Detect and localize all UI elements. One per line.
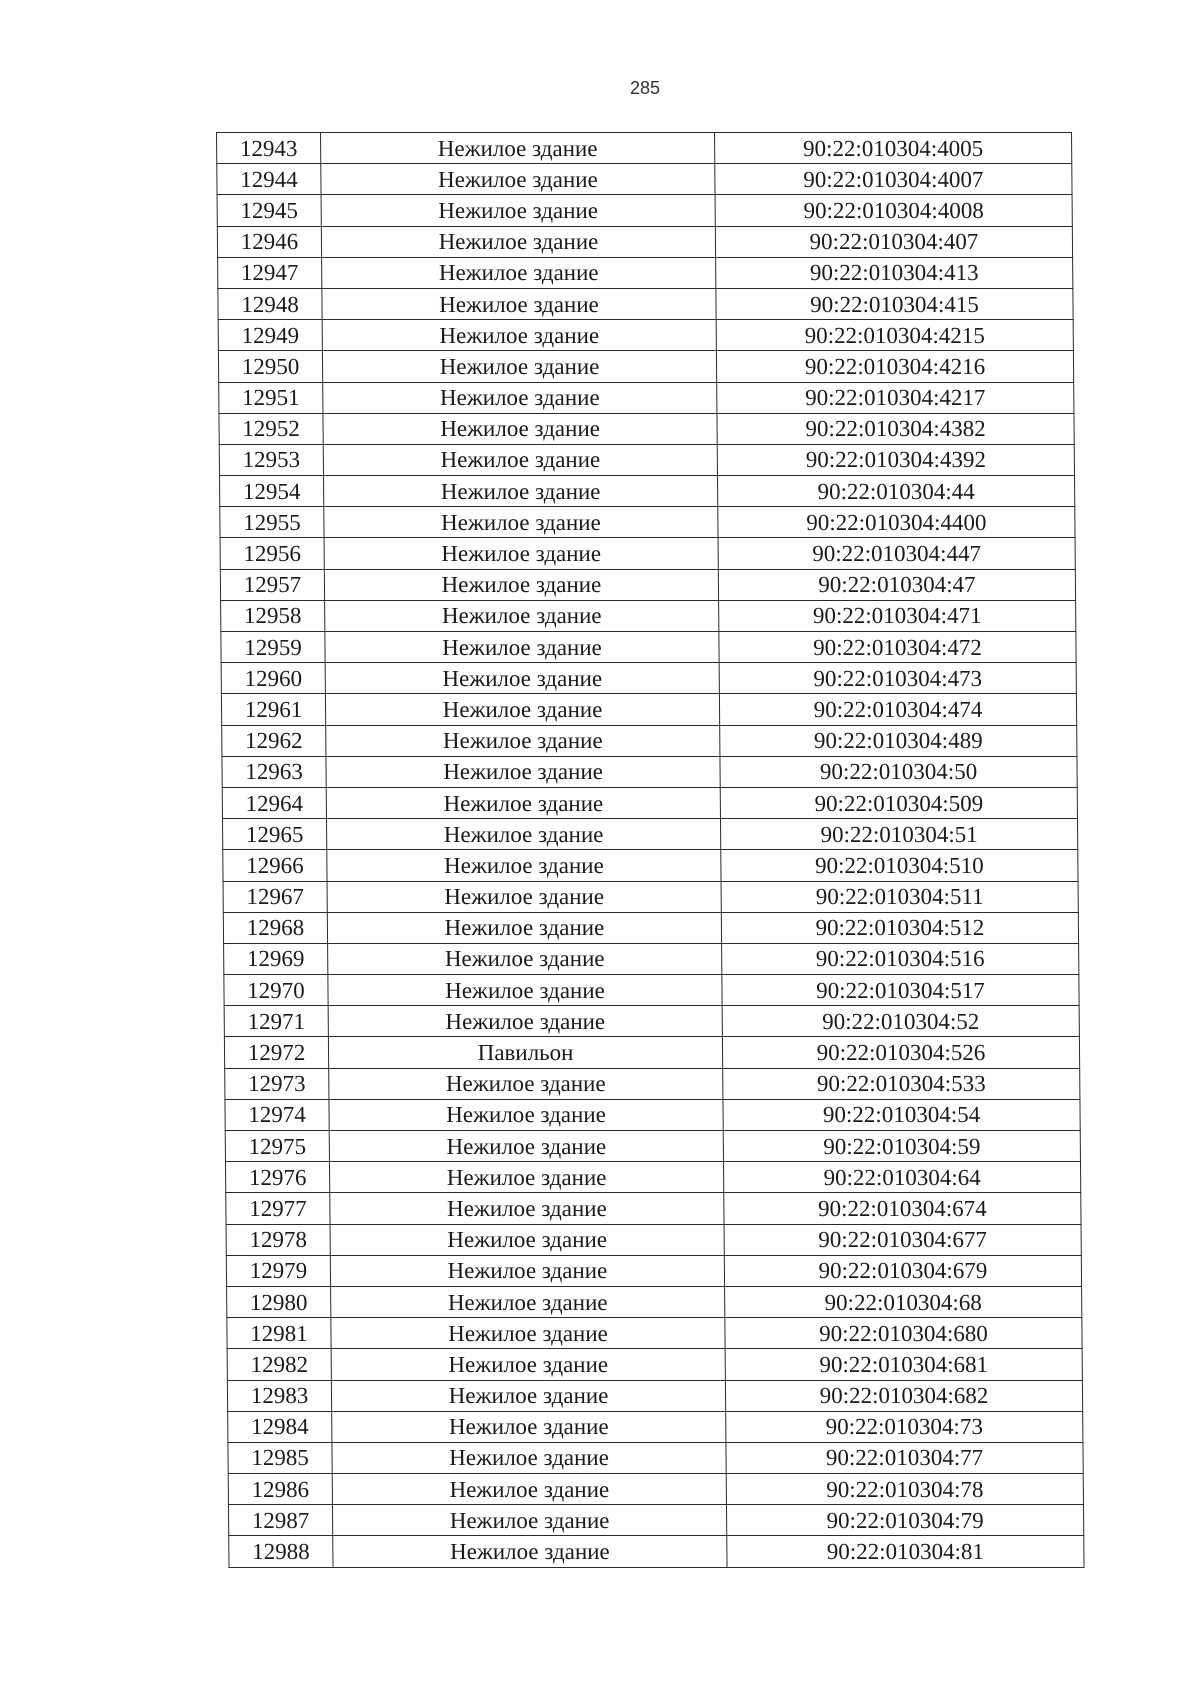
object-name-cell: Нежилое здание xyxy=(330,1193,724,1224)
cadastral-number-cell: 90:22:010304:512 xyxy=(721,912,1078,943)
table-row xyxy=(221,632,1076,663)
cadastral-number-cell: 90:22:010304:64 xyxy=(723,1162,1080,1193)
row-number-cell: 12962 xyxy=(222,725,326,756)
object-name-cell: Нежилое здание xyxy=(331,1318,725,1349)
cadastral-number-cell: 90:22:010304:509 xyxy=(720,787,1077,818)
cadastral-number-cell: 90:22:010304:510 xyxy=(721,850,1078,881)
row-number-cell: 12956 xyxy=(220,538,324,569)
object-name-cell: Нежилое здание xyxy=(332,1442,726,1473)
row-number-cell: 12963 xyxy=(222,756,326,787)
object-name-cell: Нежилое здание xyxy=(332,1411,726,1442)
registry-table-body xyxy=(217,133,1085,1568)
row-number-cell: 12974 xyxy=(225,1099,329,1130)
table-row xyxy=(228,1505,1083,1536)
cadastral-number-cell: 90:22:010304:50 xyxy=(720,756,1077,787)
object-name-cell: Нежилое здание xyxy=(330,1255,724,1286)
table-row xyxy=(219,444,1074,475)
object-name-cell: Нежилое здание xyxy=(327,850,721,881)
table-row xyxy=(224,1037,1079,1068)
table-row xyxy=(217,164,1072,195)
cadastral-number-cell: 90:22:010304:73 xyxy=(726,1411,1083,1442)
object-name-cell: Нежилое здание xyxy=(321,133,715,164)
row-number-cell: 12976 xyxy=(225,1162,329,1193)
object-name-cell: Нежилое здание xyxy=(332,1505,726,1536)
page-number: 285 xyxy=(629,78,661,98)
object-name-cell: Нежилое здание xyxy=(321,226,715,257)
row-number-cell: 12981 xyxy=(227,1318,331,1349)
row-number-cell: 12978 xyxy=(226,1224,330,1255)
table-row xyxy=(222,756,1077,787)
cadastral-number-cell: 90:22:010304:77 xyxy=(726,1442,1083,1473)
cadastral-number-cell: 90:22:010304:511 xyxy=(721,881,1078,912)
row-number-cell: 12954 xyxy=(219,476,323,507)
object-name-cell: Нежилое здание xyxy=(327,912,721,943)
table-row xyxy=(222,787,1077,818)
table-row xyxy=(221,600,1076,631)
table-row xyxy=(219,413,1074,444)
cadastral-number-cell: 90:22:010304:677 xyxy=(724,1224,1081,1255)
object-name-cell: Нежилое здание xyxy=(322,351,716,382)
row-number-cell: 12966 xyxy=(223,850,327,881)
object-name-cell: Нежилое здание xyxy=(329,1131,723,1162)
cadastral-number-cell: 90:22:010304:4392 xyxy=(717,444,1074,475)
table-row xyxy=(227,1349,1082,1380)
object-name-cell: Нежилое здание xyxy=(323,413,717,444)
row-number-cell: 12965 xyxy=(222,819,326,850)
row-number-cell: 12968 xyxy=(223,912,327,943)
cadastral-number-cell: 90:22:010304:407 xyxy=(715,226,1072,257)
object-name-cell: Нежилое здание xyxy=(331,1349,725,1380)
row-number-cell: 12958 xyxy=(221,600,325,631)
cadastral-number-cell: 90:22:010304:51 xyxy=(720,819,1077,850)
cadastral-number-cell: 90:22:010304:447 xyxy=(718,538,1075,569)
row-number-cell: 12959 xyxy=(221,632,325,663)
table-row xyxy=(218,257,1073,288)
cadastral-number-cell: 90:22:010304:47 xyxy=(718,569,1075,600)
object-name-cell: Нежилое здание xyxy=(328,1006,722,1037)
object-name-cell: Нежилое здание xyxy=(321,164,715,195)
row-number-cell: 12952 xyxy=(219,413,323,444)
table-row xyxy=(224,1006,1079,1037)
cadastral-number-cell: 90:22:010304:4217 xyxy=(717,382,1074,413)
object-name-cell: Нежилое здание xyxy=(327,881,721,912)
object-name-cell: Нежилое здание xyxy=(330,1224,724,1255)
object-name-cell: Нежилое здание xyxy=(326,725,720,756)
object-name-cell: Нежилое здание xyxy=(328,975,722,1006)
row-number-cell: 12953 xyxy=(219,444,323,475)
table-row xyxy=(218,288,1073,319)
table-row xyxy=(227,1318,1082,1349)
object-name-cell: Нежилое здание xyxy=(326,819,720,850)
cadastral-number-cell: 90:22:010304:679 xyxy=(724,1255,1081,1286)
cadastral-number-cell: 90:22:010304:474 xyxy=(719,694,1076,725)
object-name-cell: Нежилое здание xyxy=(322,288,716,319)
table-row xyxy=(227,1380,1082,1411)
cadastral-number-cell: 90:22:010304:4005 xyxy=(715,133,1072,164)
table-row xyxy=(229,1536,1084,1567)
cadastral-number-cell: 90:22:010304:4400 xyxy=(718,507,1075,538)
row-number-cell: 12983 xyxy=(227,1380,331,1411)
cadastral-number-cell: 90:22:010304:4215 xyxy=(716,320,1073,351)
table-row xyxy=(223,912,1078,943)
object-name-cell: Нежилое здание xyxy=(325,663,719,694)
cadastral-number-cell: 90:22:010304:526 xyxy=(722,1037,1079,1068)
table-row xyxy=(221,663,1076,694)
row-number-cell: 12984 xyxy=(228,1411,332,1442)
table-row xyxy=(226,1224,1081,1255)
table-row xyxy=(217,195,1072,226)
table-row xyxy=(225,1131,1080,1162)
table-row xyxy=(219,382,1074,413)
row-number-cell: 12957 xyxy=(220,569,324,600)
row-number-cell: 12960 xyxy=(221,663,325,694)
cadastral-number-cell: 90:22:010304:4008 xyxy=(715,195,1072,226)
object-name-cell: Нежилое здание xyxy=(325,600,719,631)
row-number-cell: 12944 xyxy=(217,164,321,195)
row-number-cell: 12969 xyxy=(224,943,328,974)
table-row xyxy=(223,850,1078,881)
table-row xyxy=(219,476,1074,507)
row-number-cell: 12982 xyxy=(227,1349,331,1380)
row-number-cell: 12950 xyxy=(218,351,322,382)
cadastral-number-cell: 90:22:010304:54 xyxy=(723,1099,1080,1130)
table-row xyxy=(217,226,1072,257)
cadastral-number-cell: 90:22:010304:472 xyxy=(719,632,1076,663)
object-name-cell: Нежилое здание xyxy=(328,943,722,974)
row-number-cell: 12946 xyxy=(217,226,321,257)
row-number-cell: 12977 xyxy=(226,1193,330,1224)
cadastral-number-cell: 90:22:010304:81 xyxy=(727,1536,1084,1567)
cadastral-number-cell: 90:22:010304:52 xyxy=(722,1006,1079,1037)
object-name-cell: Нежилое здание xyxy=(329,1099,723,1130)
row-number-cell: 12975 xyxy=(225,1131,329,1162)
table-row xyxy=(224,943,1079,974)
row-number-cell: 12948 xyxy=(218,288,322,319)
cadastral-number-cell: 90:22:010304:681 xyxy=(725,1349,1082,1380)
object-name-cell: Нежилое здание xyxy=(325,694,719,725)
object-name-cell: Нежилое здание xyxy=(331,1286,725,1317)
object-name-cell: Нежилое здание xyxy=(321,195,715,226)
table-row xyxy=(228,1411,1083,1442)
table-row xyxy=(225,1068,1080,1099)
object-name-cell: Нежилое здание xyxy=(332,1474,726,1505)
table-row xyxy=(223,881,1078,912)
row-number-cell: 12947 xyxy=(218,257,322,288)
row-number-cell: 12986 xyxy=(228,1474,332,1505)
cadastral-number-cell: 90:22:010304:78 xyxy=(726,1474,1083,1505)
table-row xyxy=(228,1474,1083,1505)
cadastral-number-cell: 90:22:010304:413 xyxy=(716,257,1073,288)
object-name-cell: Нежилое здание xyxy=(324,507,718,538)
cadastral-number-cell: 90:22:010304:59 xyxy=(723,1131,1080,1162)
cadastral-number-cell: 90:22:010304:4382 xyxy=(717,413,1074,444)
cadastral-number-cell: 90:22:010304:489 xyxy=(720,725,1077,756)
table-row xyxy=(218,320,1073,351)
object-name-cell: Нежилое здание xyxy=(325,632,719,663)
table-row xyxy=(224,975,1079,1006)
row-number-cell: 12988 xyxy=(229,1536,333,1567)
row-number-cell: 12951 xyxy=(219,382,323,413)
registry-table xyxy=(216,132,1085,1568)
object-name-cell: Павильон xyxy=(328,1037,722,1068)
table-row xyxy=(220,538,1075,569)
row-number-cell: 12979 xyxy=(226,1255,330,1286)
row-number-cell: 12980 xyxy=(227,1286,331,1317)
cadastral-number-cell: 90:22:010304:680 xyxy=(725,1318,1082,1349)
object-name-cell: Нежилое здание xyxy=(331,1380,725,1411)
table-row xyxy=(220,569,1075,600)
object-name-cell: Нежилое здание xyxy=(324,538,718,569)
cadastral-number-cell: 90:22:010304:516 xyxy=(722,943,1079,974)
row-number-cell: 12967 xyxy=(223,881,327,912)
object-name-cell: Нежилое здание xyxy=(326,756,720,787)
table-row xyxy=(220,507,1075,538)
row-number-cell: 12973 xyxy=(225,1068,329,1099)
table-row xyxy=(222,725,1077,756)
object-name-cell: Нежилое здание xyxy=(322,257,716,288)
cadastral-number-cell: 90:22:010304:79 xyxy=(726,1505,1083,1536)
table-row xyxy=(228,1442,1083,1473)
cadastral-number-cell: 90:22:010304:68 xyxy=(725,1286,1082,1317)
table-row xyxy=(218,351,1073,382)
table-row xyxy=(226,1255,1081,1286)
object-name-cell: Нежилое здание xyxy=(326,787,720,818)
object-name-cell: Нежилое здание xyxy=(323,382,717,413)
table-row xyxy=(221,694,1076,725)
cadastral-number-cell: 90:22:010304:415 xyxy=(716,288,1073,319)
row-number-cell: 12971 xyxy=(224,1006,328,1037)
cadastral-number-cell: 90:22:010304:682 xyxy=(725,1380,1082,1411)
object-name-cell: Нежилое здание xyxy=(333,1536,727,1567)
object-name-cell: Нежилое здание xyxy=(329,1068,723,1099)
row-number-cell: 12987 xyxy=(228,1505,332,1536)
row-number-cell: 12943 xyxy=(217,133,321,164)
table-row xyxy=(217,133,1072,164)
table-row xyxy=(225,1162,1080,1193)
table-row xyxy=(225,1099,1080,1130)
object-name-cell: Нежилое здание xyxy=(324,569,718,600)
table-row xyxy=(222,819,1077,850)
row-number-cell: 12961 xyxy=(221,694,325,725)
row-number-cell: 12972 xyxy=(224,1037,328,1068)
cadastral-number-cell: 90:22:010304:473 xyxy=(719,663,1076,694)
object-name-cell: Нежилое здание xyxy=(329,1162,723,1193)
cadastral-number-cell: 90:22:010304:4216 xyxy=(716,351,1073,382)
table-row xyxy=(227,1286,1082,1317)
row-number-cell: 12964 xyxy=(222,787,326,818)
row-number-cell: 12955 xyxy=(220,507,324,538)
row-number-cell: 12985 xyxy=(228,1442,332,1473)
cadastral-number-cell: 90:22:010304:517 xyxy=(722,975,1079,1006)
cadastral-number-cell: 90:22:010304:674 xyxy=(724,1193,1081,1224)
cadastral-number-cell: 90:22:010304:4007 xyxy=(715,164,1072,195)
row-number-cell: 12945 xyxy=(217,195,321,226)
row-number-cell: 12970 xyxy=(224,975,328,1006)
table-row xyxy=(226,1193,1081,1224)
row-number-cell: 12949 xyxy=(218,320,322,351)
object-name-cell: Нежилое здание xyxy=(322,320,716,351)
cadastral-number-cell: 90:22:010304:471 xyxy=(719,600,1076,631)
object-name-cell: Нежилое здание xyxy=(323,476,717,507)
object-name-cell: Нежилое здание xyxy=(323,444,717,475)
cadastral-number-cell: 90:22:010304:533 xyxy=(723,1068,1080,1099)
cadastral-number-cell: 90:22:010304:44 xyxy=(717,476,1074,507)
